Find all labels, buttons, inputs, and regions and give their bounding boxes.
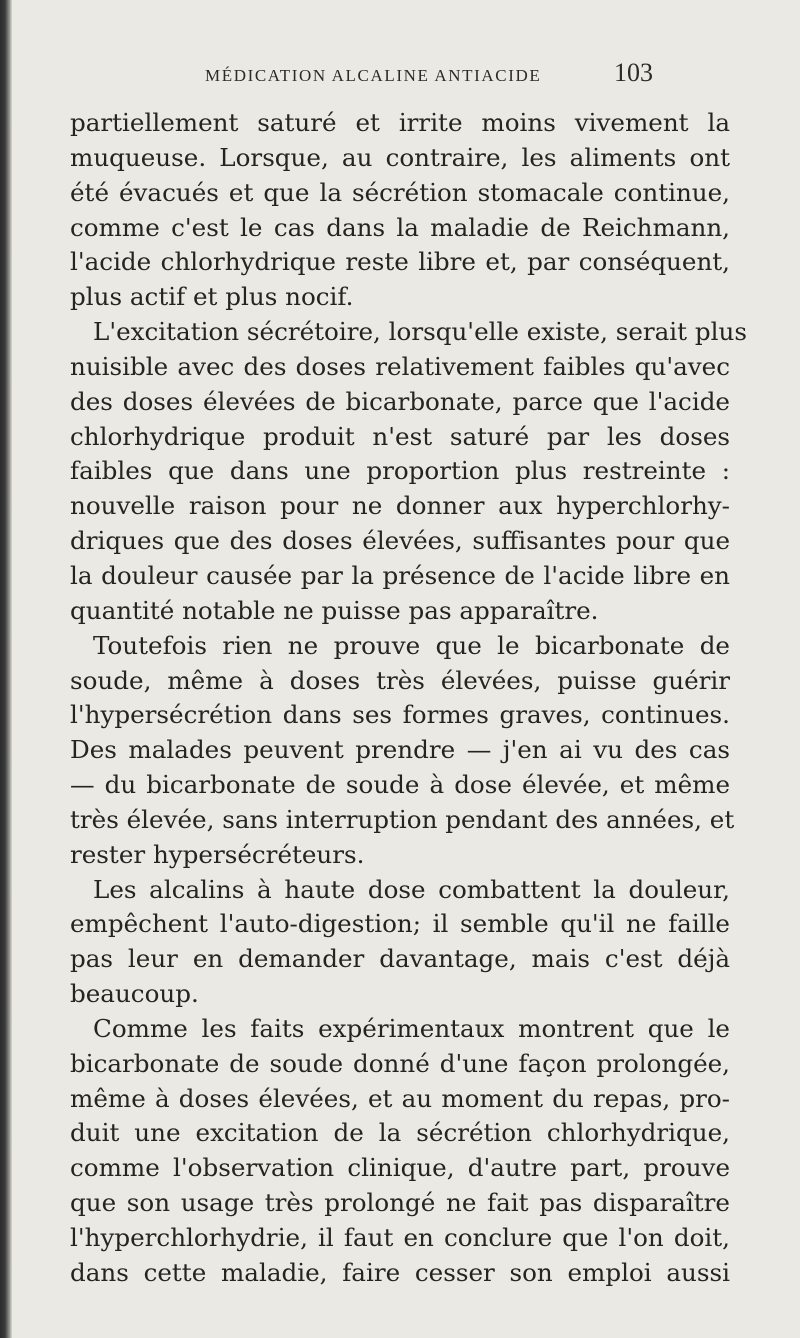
text-line: chlorhydrique produit n'est saturé par les doses	[70, 421, 730, 451]
text-line: — du bicarbonate de soude à dose élevée, et même	[70, 770, 730, 800]
text-line: faibles que dans une proportion plus restreinte :	[70, 456, 730, 486]
text-line: L'excitation sécrétoire, lorsqu'elle existe, serait plus	[93, 317, 747, 347]
text-line: pas leur en demander davantage, mais c'est déjà	[70, 944, 730, 974]
text-line: même à doses élevées, et au moment du repas, pro-	[70, 1083, 730, 1113]
text-line: que son usage très prolongé ne fait pas disparaître	[70, 1188, 730, 1218]
text-line: été évacués et que la sécrétion stomacale continue,	[70, 177, 730, 207]
text-line: comme l'observation clinique, d'autre part, prouve	[70, 1153, 730, 1183]
text-line: Toutefois rien ne prouve que le bicarbonate de	[93, 630, 730, 660]
text-line: dans cette maladie, faire cesser son emploi aussi	[70, 1257, 730, 1287]
text-line: Des malades peuvent prendre — j'en ai vu des cas	[70, 735, 730, 765]
text-line: nouvelle raison pour ne donner aux hyperchlorhy-	[70, 491, 730, 521]
text-line: des doses élevées de bicarbonate, parce que l'acide	[70, 386, 730, 416]
body-text	[70, 106, 747, 1291]
running-title: MÉDICATION ALCALINE ANTIACIDE	[205, 66, 542, 85]
text-line: driques que des doses élevées, suffisantes pour que	[70, 526, 730, 556]
text-line: très élevée, sans interruption pendant des années, et	[70, 804, 735, 834]
text-line: la douleur causée par la présence de l'acide libre en	[70, 560, 730, 590]
text-line: comme c'est le cas dans la maladie de Reichmann,	[70, 212, 730, 242]
text-line: beaucoup.	[70, 979, 199, 1009]
text-line: Les alcalins à haute dose combattent la douleur,	[93, 874, 730, 904]
text-line: Comme les faits expérimentaux montrent que le	[93, 1013, 730, 1043]
text-line: partiellement saturé et irrite moins vivement la	[70, 108, 730, 137]
text-line: soude, même à doses très élevées, puisse guérir	[70, 665, 730, 695]
text-line: bicarbonate de soude donné d'une façon prolongée,	[70, 1048, 730, 1078]
page-binding-shadow	[0, 0, 12, 1338]
text-line: empêchent l'auto-digestion; il semble qu'il ne faille	[70, 909, 730, 939]
text-line: duit une excitation de la sécrétion chlorhydrique,	[70, 1118, 730, 1148]
text-line: muqueuse. Lorsque, au contraire, les aliments ont	[70, 142, 730, 172]
text-line: quantité notable ne puisse pas apparaître.	[70, 595, 599, 625]
page-number: 103	[614, 58, 653, 87]
text-line: nuisible avec des doses relativement faibles qu'avec	[70, 351, 730, 381]
text-line: l'hyperchlorhydrie, il faut en conclure que l'on doit,	[70, 1223, 730, 1252]
text-line: rester hypersécréteurs.	[70, 839, 365, 869]
text-line: plus actif et plus nocif.	[70, 282, 354, 312]
text-line: l'hypersécrétion dans ses formes graves, continues.	[70, 700, 730, 730]
text-line: l'acide chlorhydrique reste libre et, par conséquent,	[70, 247, 730, 277]
